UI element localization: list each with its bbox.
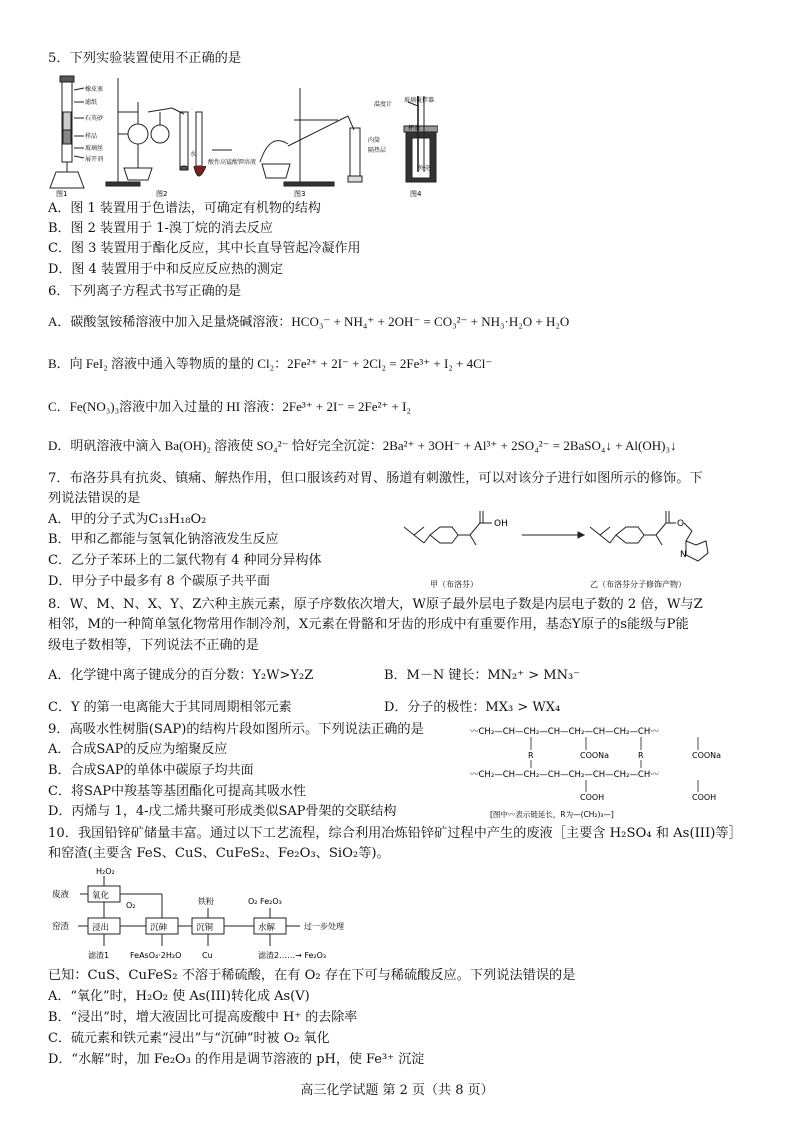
fig4-label-5: 外壳 <box>418 165 431 172</box>
q8-option-c: C．Y 的第一电离能大于其同周期相邻元素 <box>48 700 292 715</box>
sap-row-2: 〰CH₂—CH—CH₂—CH—CH₂—CH—CH₂—CH〰 <box>470 770 659 780</box>
sap-coona-2: COONa <box>692 751 722 760</box>
q9-option-a: A．合成SAP的反应为缩聚反应 <box>48 742 228 757</box>
q10-option-c: C．硫元素和铁元素“浸出”与“沉砷”时被 O₂ 氧化 <box>48 1031 330 1046</box>
fig4-label-0: 温度计 <box>374 101 393 108</box>
fig4-label-3: 内筒 <box>368 137 381 144</box>
flow-yaozha: 窑渣 <box>52 922 70 932</box>
q5-option-a: A．图 1 装置用于色谱法，可确定有机物的结构 <box>48 201 321 216</box>
flow-o2fe2o3: O₂ Fe₂O₃ <box>248 897 282 906</box>
fig-label-2: 图2 <box>156 190 168 198</box>
q8-option-d: D．分子的极性：MX₃ > WX₄ <box>384 700 561 715</box>
fig1-label-0: 橡皮塞 <box>85 86 104 93</box>
q8-option-a: A．化学键中离子键成分的百分数：Y₂W>Y₂Z <box>48 668 314 683</box>
q8-stem-2: 相邻，M的一种简单氢化物常用作制冷剂，X元素在骨骼和牙齿的形成中有重要作用，基态Y原子的s能级与P能 <box>48 617 689 632</box>
flow-next: 过一步处理 <box>304 922 344 931</box>
sap-row-1: 〰CH₂—CH—CH₂—CH—CH₂—CH—CH₂—CH〰 <box>470 727 659 737</box>
sap-bonds <box>531 737 698 792</box>
q7-structures <box>400 505 750 595</box>
fig1-label-1: 滤纸 <box>85 99 98 106</box>
q10-flowchart <box>48 864 368 964</box>
flow-chentong: 沉铜 <box>196 923 214 933</box>
q7-o: O <box>677 519 685 529</box>
fig1-label-3: 样品 <box>85 133 98 140</box>
fig1-column-chromatography <box>50 76 84 188</box>
flow-feaso4: FeAsO₄·2H₂O <box>130 951 182 960</box>
flow-yanghua: 氧化 <box>92 891 110 901</box>
q10-stem-1: 10．我国铅锌矿储量丰富。通过以下工艺流程，综合利用冶炼铅锌矿过程中产生的废液［主要含 H₂SO₄ 和 As(III)等］ <box>48 826 742 841</box>
flow-o2: O₂ <box>126 901 136 910</box>
q7-n: N <box>680 550 687 560</box>
q7-label-jia: 甲（布洛芬） <box>430 580 478 589</box>
q6-option-c: C．Fe(NO₃)₃溶液中加入过量的 HI 溶液：2Fe³⁺ + 2I⁻ = 2Fe²⁺ + I₂ <box>48 399 411 414</box>
q7-oh: OH <box>494 519 508 529</box>
fig2-apparatus <box>106 78 188 186</box>
fig-label-1: 图1 <box>56 190 68 198</box>
q6-option-b: B．向 FeI₂ 溶液中通入等物质的量的 Cl₂：2Fe²⁺ + 2I⁻ + 2Cl₂ = 2Fe³⁺ + I₂ + 4Cl⁻ <box>48 356 493 371</box>
q7-stem-2: 列说法错误的是 <box>48 491 141 506</box>
q8-option-b: B．M－N 键长：MN₂⁺ > MN₃⁻ <box>384 668 581 683</box>
q7-label-yi: 乙（布洛芬分子修饰产物） <box>590 580 686 589</box>
fig1-label-2: 石英砂 <box>85 115 104 122</box>
sap-r-1: R <box>528 751 534 760</box>
flow-h2o2: H₂O₂ <box>96 867 115 876</box>
page-footer: 高三化学试题 第 2 页（共 8 页） <box>300 1083 494 1098</box>
q7-option-d: D．甲分子中最多有 8 个碳原子共平面 <box>48 574 270 589</box>
fig1-label-4: 玻璃丝 <box>85 145 104 152</box>
modified-structure <box>590 511 708 561</box>
q9-stem: 9．高吸水性树脂(SAP)的结构片段如图所示。下列说法正确的是 <box>48 722 424 737</box>
q10-stem-2: 和窑渣(主要含 FeS、CuS、CuFeS₂、Fe₂O₃、SiO₂等)。 <box>48 846 390 861</box>
q7-stem-1: 7．布洛芬具有抗炎、镇痛、解热作用，但口服该药对胃、肠道有刺激性，可以对该分子进行如图所示的修饰。下 <box>48 471 703 486</box>
q10-option-a: A．“氧化”时，H₂O₂ 使 As(III)转化成 As(V) <box>48 989 310 1004</box>
sap-coona-1: COONa <box>580 751 610 760</box>
fig-label-3: 图3 <box>294 190 306 198</box>
q5-option-b: B．图 2 装置用于 1-溴丁烷的消去反应 <box>48 221 273 236</box>
flow-tiefen: 铁粉 <box>198 897 214 906</box>
q5-stem: 5．下列实验装置使用不正确的是 <box>48 51 242 66</box>
q5-figures <box>48 72 438 200</box>
fig1-label-5: 展开剂 <box>85 156 104 163</box>
fig3-label-0: 酸性高锰酸钾溶液 <box>208 159 257 166</box>
q6-stem: 6．下列离子方程式书写正确的是 <box>48 284 242 299</box>
flow-lvzha2: 滤渣2……→ Fe₂O₃ <box>258 951 327 960</box>
sap-r-2: R <box>638 751 644 760</box>
fig4-label-4: 隔热层 <box>368 147 387 154</box>
q7-option-c: C．乙分子苯环上的二氯代物有 4 种同分异构体 <box>48 553 322 568</box>
q10-option-d: D．“水解”时，加 Fe₂O₃ 的作用是调节溶液的 pH，使 Fe³⁺ 沉淀 <box>48 1052 425 1067</box>
fig4-label-2: 杯盖 <box>408 125 421 132</box>
q7-option-b: B．甲和乙都能与氢氧化钠溶液发生反应 <box>48 532 279 547</box>
q6-option-d: D．明矾溶液中滴入 Ba(OH)₂ 溶液使 SO₄²⁻ 恰好完全沉淀：2Ba²⁺ + 3OH⁻ + Al³⁺ + 2SO₄²⁻ = 2BaSO₄↓ + Al(OH)₃↓ <box>48 438 677 453</box>
flow-cu: Cu <box>202 951 213 960</box>
q9-option-c: C．将SAP中羧基等基团酯化可提高其吸水性 <box>48 784 306 799</box>
flow-chenshen: 沉砷 <box>150 923 168 933</box>
q5-option-d: D．图 4 装置用于中和反应反应热的测定 <box>48 262 283 277</box>
fig-label-4: 图4 <box>410 190 422 198</box>
q10-option-b: B．“浸出”时，增大液固比可提高废酸中 H⁺ 的去除率 <box>48 1010 358 1025</box>
flow-lvzha1: 滤渣1 <box>88 951 110 960</box>
flow-feiye: 废液 <box>52 890 70 900</box>
sap-cooh-2: COOH <box>692 793 717 802</box>
sap-cooh-1: COOH <box>580 793 605 802</box>
reaction-arrow <box>522 532 584 538</box>
q6-option-a: A．碳酸氢铵稀溶液中加入足量烧碱溶液：HCO₃⁻ + NH₄⁺ + 2OH⁻ = CO₃²⁻ + NH₃·H₂O + H₂O <box>48 314 570 329</box>
q7-option-a: A．甲的分子式为C₁₃H₁₈O₂ <box>48 512 207 527</box>
fig2-water-label: 水 <box>190 151 197 158</box>
q9-option-d: D．丙烯与 1，4-戊二烯共聚可形成类似SAP骨架的交联结构 <box>48 804 397 819</box>
q8-stem-1: 8．W、M、N、X、Y、Z六种主族元素，原子序数依次增大，W原子最外层电子数是内层电子数的 2 倍，W与Z <box>48 597 703 612</box>
flow-jinchu: 浸出 <box>92 923 110 933</box>
q9-option-b: B．合成SAP的单体中碳原子均共面 <box>48 763 254 778</box>
q9-sap-structure <box>470 722 760 822</box>
ibuprofen-structure <box>404 511 492 545</box>
q10-known: 已知：CuS、CuFeS₂ 不溶于稀硫酸，在有 O₂ 存在下可与稀硫酸反应。下列说法错误的是 <box>48 968 576 983</box>
fig4-label-1: 玻璃搅拌器 <box>404 97 435 104</box>
q5-option-c: C．图 3 装置用于酯化反应，其中长直导管起冷凝作用 <box>48 241 361 256</box>
fig3-apparatus <box>194 88 362 186</box>
sap-note: [图中〰表示链延长，R为—(CH₂)₃—] <box>490 810 614 819</box>
flow-shuijie: 水解 <box>258 923 276 933</box>
q8-stem-3: 级电子数相等，下列说法不正确的是 <box>48 638 259 653</box>
